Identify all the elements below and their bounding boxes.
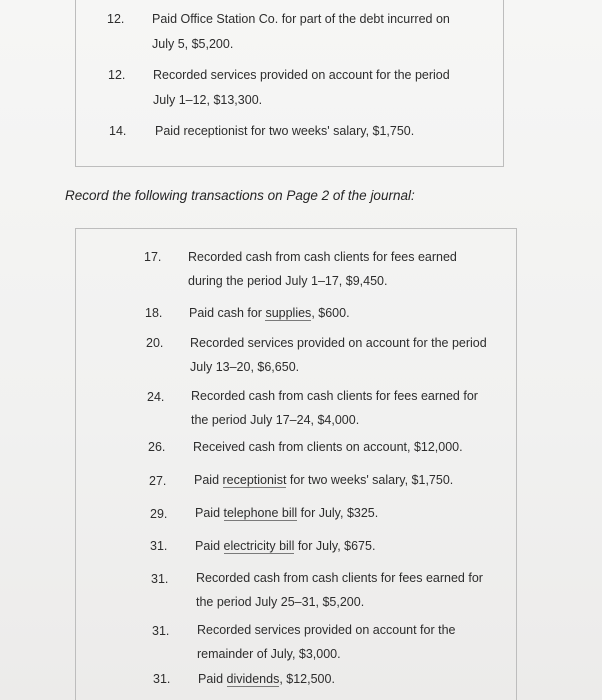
transaction-number: 31. [152, 624, 170, 638]
transaction-text: Paid receptionist for two weeks' salary, $1,750. [194, 473, 454, 487]
transaction-number: 27. [149, 474, 167, 488]
transaction-text-line1: Recorded cash from cash clients for fees earned [188, 250, 457, 264]
underlined-term: receptionist [222, 473, 287, 487]
transaction-text-line1: Paid Office Station Co. for part of the debt incurred on [152, 12, 450, 26]
transaction-text: Received cash from clients on account, $12,000. [193, 440, 463, 454]
transaction-number: 18. [145, 306, 163, 320]
transaction-text-line2: July 13–20, $6,650. [190, 360, 300, 374]
underlined-term: supplies [265, 306, 312, 320]
transaction-text: Paid dividends, $12,500. [198, 672, 335, 686]
transaction-number: 14. [109, 124, 127, 138]
transaction-number: 12. [107, 12, 125, 26]
transaction-number: 24. [147, 390, 165, 404]
transaction-text: Paid electricity bill for July, $675. [195, 539, 376, 553]
transaction-number: 29. [150, 507, 168, 521]
transaction-text-line2: July 5, $5,200. [152, 37, 234, 51]
transaction-text: Paid telephone bill for July, $325. [195, 506, 379, 520]
underlined-term: electricity bill [223, 539, 295, 553]
transaction-text-line2: remainder of July, $3,000. [197, 647, 341, 661]
transaction-text-line2: during the period July 1–17, $9,450. [188, 274, 388, 288]
transaction-number: 12. [108, 68, 126, 82]
transaction-text-line1: Recorded cash from cash clients for fees earned for [191, 389, 478, 403]
transaction-number: 17. [144, 250, 162, 264]
transaction-text-line1: Paid receptionist for two weeks' salary, $1,750. [155, 124, 415, 138]
transaction-text-line1: Recorded cash from cash clients for fees earned for [196, 571, 483, 585]
transaction-text-line1: Recorded services provided on account for the period [190, 336, 487, 350]
transaction-number: 31. [151, 572, 169, 586]
journal-instruction: Record the following transactions on Page 2 of the journal: [65, 188, 415, 203]
transaction-number: 26. [148, 440, 166, 454]
underlined-term: telephone bill [223, 506, 298, 520]
transaction-text-line2: the period July 25–31, $5,200. [196, 595, 365, 609]
transaction-number: 31. [150, 539, 168, 553]
transaction-number: 31. [153, 672, 171, 686]
transaction-text: Paid cash for supplies, $600. [189, 306, 350, 320]
transaction-number: 20. [146, 336, 164, 350]
transaction-text-line1: Recorded services provided on account for the period [153, 68, 450, 82]
transaction-text-line2: July 1–12, $13,300. [153, 93, 263, 107]
transaction-text-line2: the period July 17–24, $4,000. [191, 413, 360, 427]
underlined-term: dividends [226, 672, 280, 686]
transaction-text-line1: Recorded services provided on account for the [197, 623, 456, 637]
